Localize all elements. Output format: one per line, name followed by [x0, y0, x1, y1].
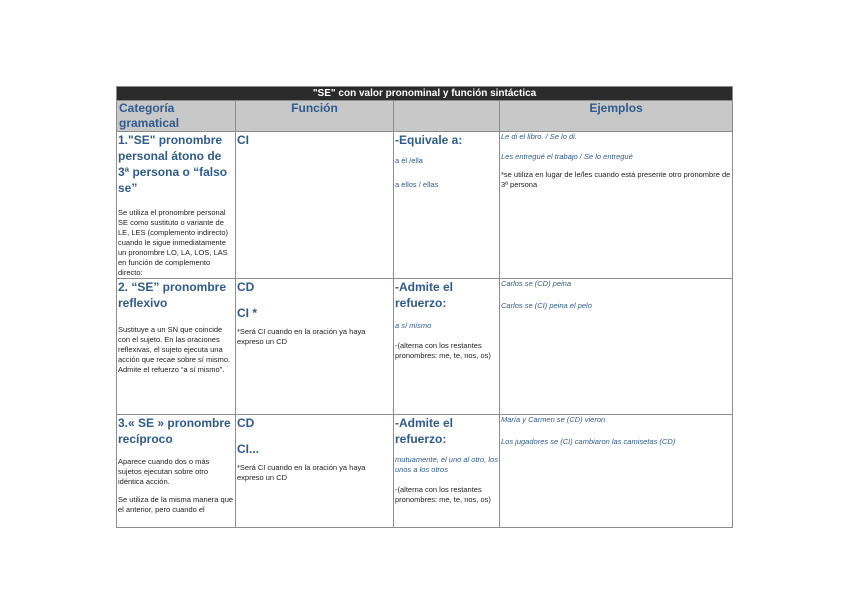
note-item: a él /ella — [395, 156, 423, 165]
note-item: mutuamente, el uno al otro, los unos a los otros — [395, 455, 498, 474]
example-line: María y Carmen se (CD) vieron — [501, 415, 606, 424]
header-ejemplos: Ejemplos — [500, 101, 733, 132]
examples-cell — [500, 132, 733, 279]
category-title: 2. “SE” pronombre reflexivo — [118, 280, 227, 310]
table-row — [117, 132, 733, 279]
note-cell — [394, 415, 500, 528]
example-line: Carlos se (CD) peina — [501, 279, 572, 288]
table-title: "SE" con valor pronominal y función sintáctica — [117, 87, 733, 101]
category-description: Aparece cuando dos o más sujetos ejecutan sobre otro idéntica acción. — [118, 457, 210, 486]
category-cell — [117, 279, 236, 415]
category-cell — [117, 132, 236, 279]
category-title: 1."SE" pronombre personal átono de 3ª persona o “falso se” — [118, 133, 228, 195]
examples-cell — [500, 415, 733, 528]
note-cell — [394, 279, 500, 415]
header-categoria: Categoría gramatical — [117, 101, 236, 132]
header-row — [117, 101, 733, 132]
header-empty — [394, 101, 500, 132]
note-item: -(alterna con los restantes pronombres: me, te, nos, os) — [395, 485, 491, 504]
note-title: -Equivale a: — [395, 133, 463, 147]
example-line: Carlos se (CI) peina el pelo — [501, 301, 592, 310]
category-title: 3.« SE » pronombre recíproco — [118, 416, 231, 446]
table-row — [117, 415, 733, 528]
function-note: *Será CI cuando en la oración ya haya expreso un CD — [237, 463, 366, 482]
category-description-2: Se utiliza de la misma manera que el anterior, pero cuando el — [118, 495, 234, 514]
note-title: -Admite el refuerzo: — [395, 416, 454, 446]
function-cell — [236, 279, 394, 415]
table-title-row — [117, 87, 733, 101]
function-main: CI — [237, 133, 249, 147]
function-cell — [236, 132, 394, 279]
se-grammar-table — [116, 86, 733, 528]
example-line: Los jugadores se (CI) cambiaron las camisetas (CD) — [501, 437, 676, 446]
header-funcion: Función — [236, 101, 394, 132]
example-line: Les entregué el trabajo / Se lo entregué — [501, 152, 633, 161]
function-note: *Será CI cuando en la oración ya haya expreso un CD — [237, 327, 366, 346]
grammar-table-sheet — [116, 86, 732, 528]
function-main: CD — [237, 280, 255, 294]
table-row — [117, 279, 733, 415]
note-cell — [394, 132, 500, 279]
category-description: Sustituye a un SN que coincide con el sujeto. En las oraciones reflexivas, el sujeto ejecuta una acción que recae sobre sí mismo. Admite el refuerzo “a sí mismo”. — [118, 325, 231, 374]
note-item: -(alterna con los restantes pronombres: me, te, nos, os) — [395, 341, 491, 360]
function-sub: CI... — [237, 442, 260, 456]
note-title: -Admite el refuerzo: — [395, 280, 454, 310]
category-cell — [117, 415, 236, 528]
example-line: Le di el libro. / Se lo di. — [501, 132, 577, 141]
note-item: a ellos / ellas — [395, 180, 439, 189]
function-main: CD — [237, 416, 255, 430]
example-note: *se utiliza en lugar de le/les cuando está presente otro pronombre de 3ª persona — [501, 170, 731, 189]
examples-cell — [500, 279, 733, 415]
category-description: Se utiliza el pronombre personal SE como sustituto o variante de LE, LES (complemento indirecto) cuando le sigue inmediatamente un pronombre LO, LA, LOS, LAS en función de complemento directo: — [118, 208, 229, 277]
note-item: a sí mismo — [395, 321, 432, 330]
function-sub: CI * — [237, 306, 258, 320]
function-cell — [236, 415, 394, 528]
